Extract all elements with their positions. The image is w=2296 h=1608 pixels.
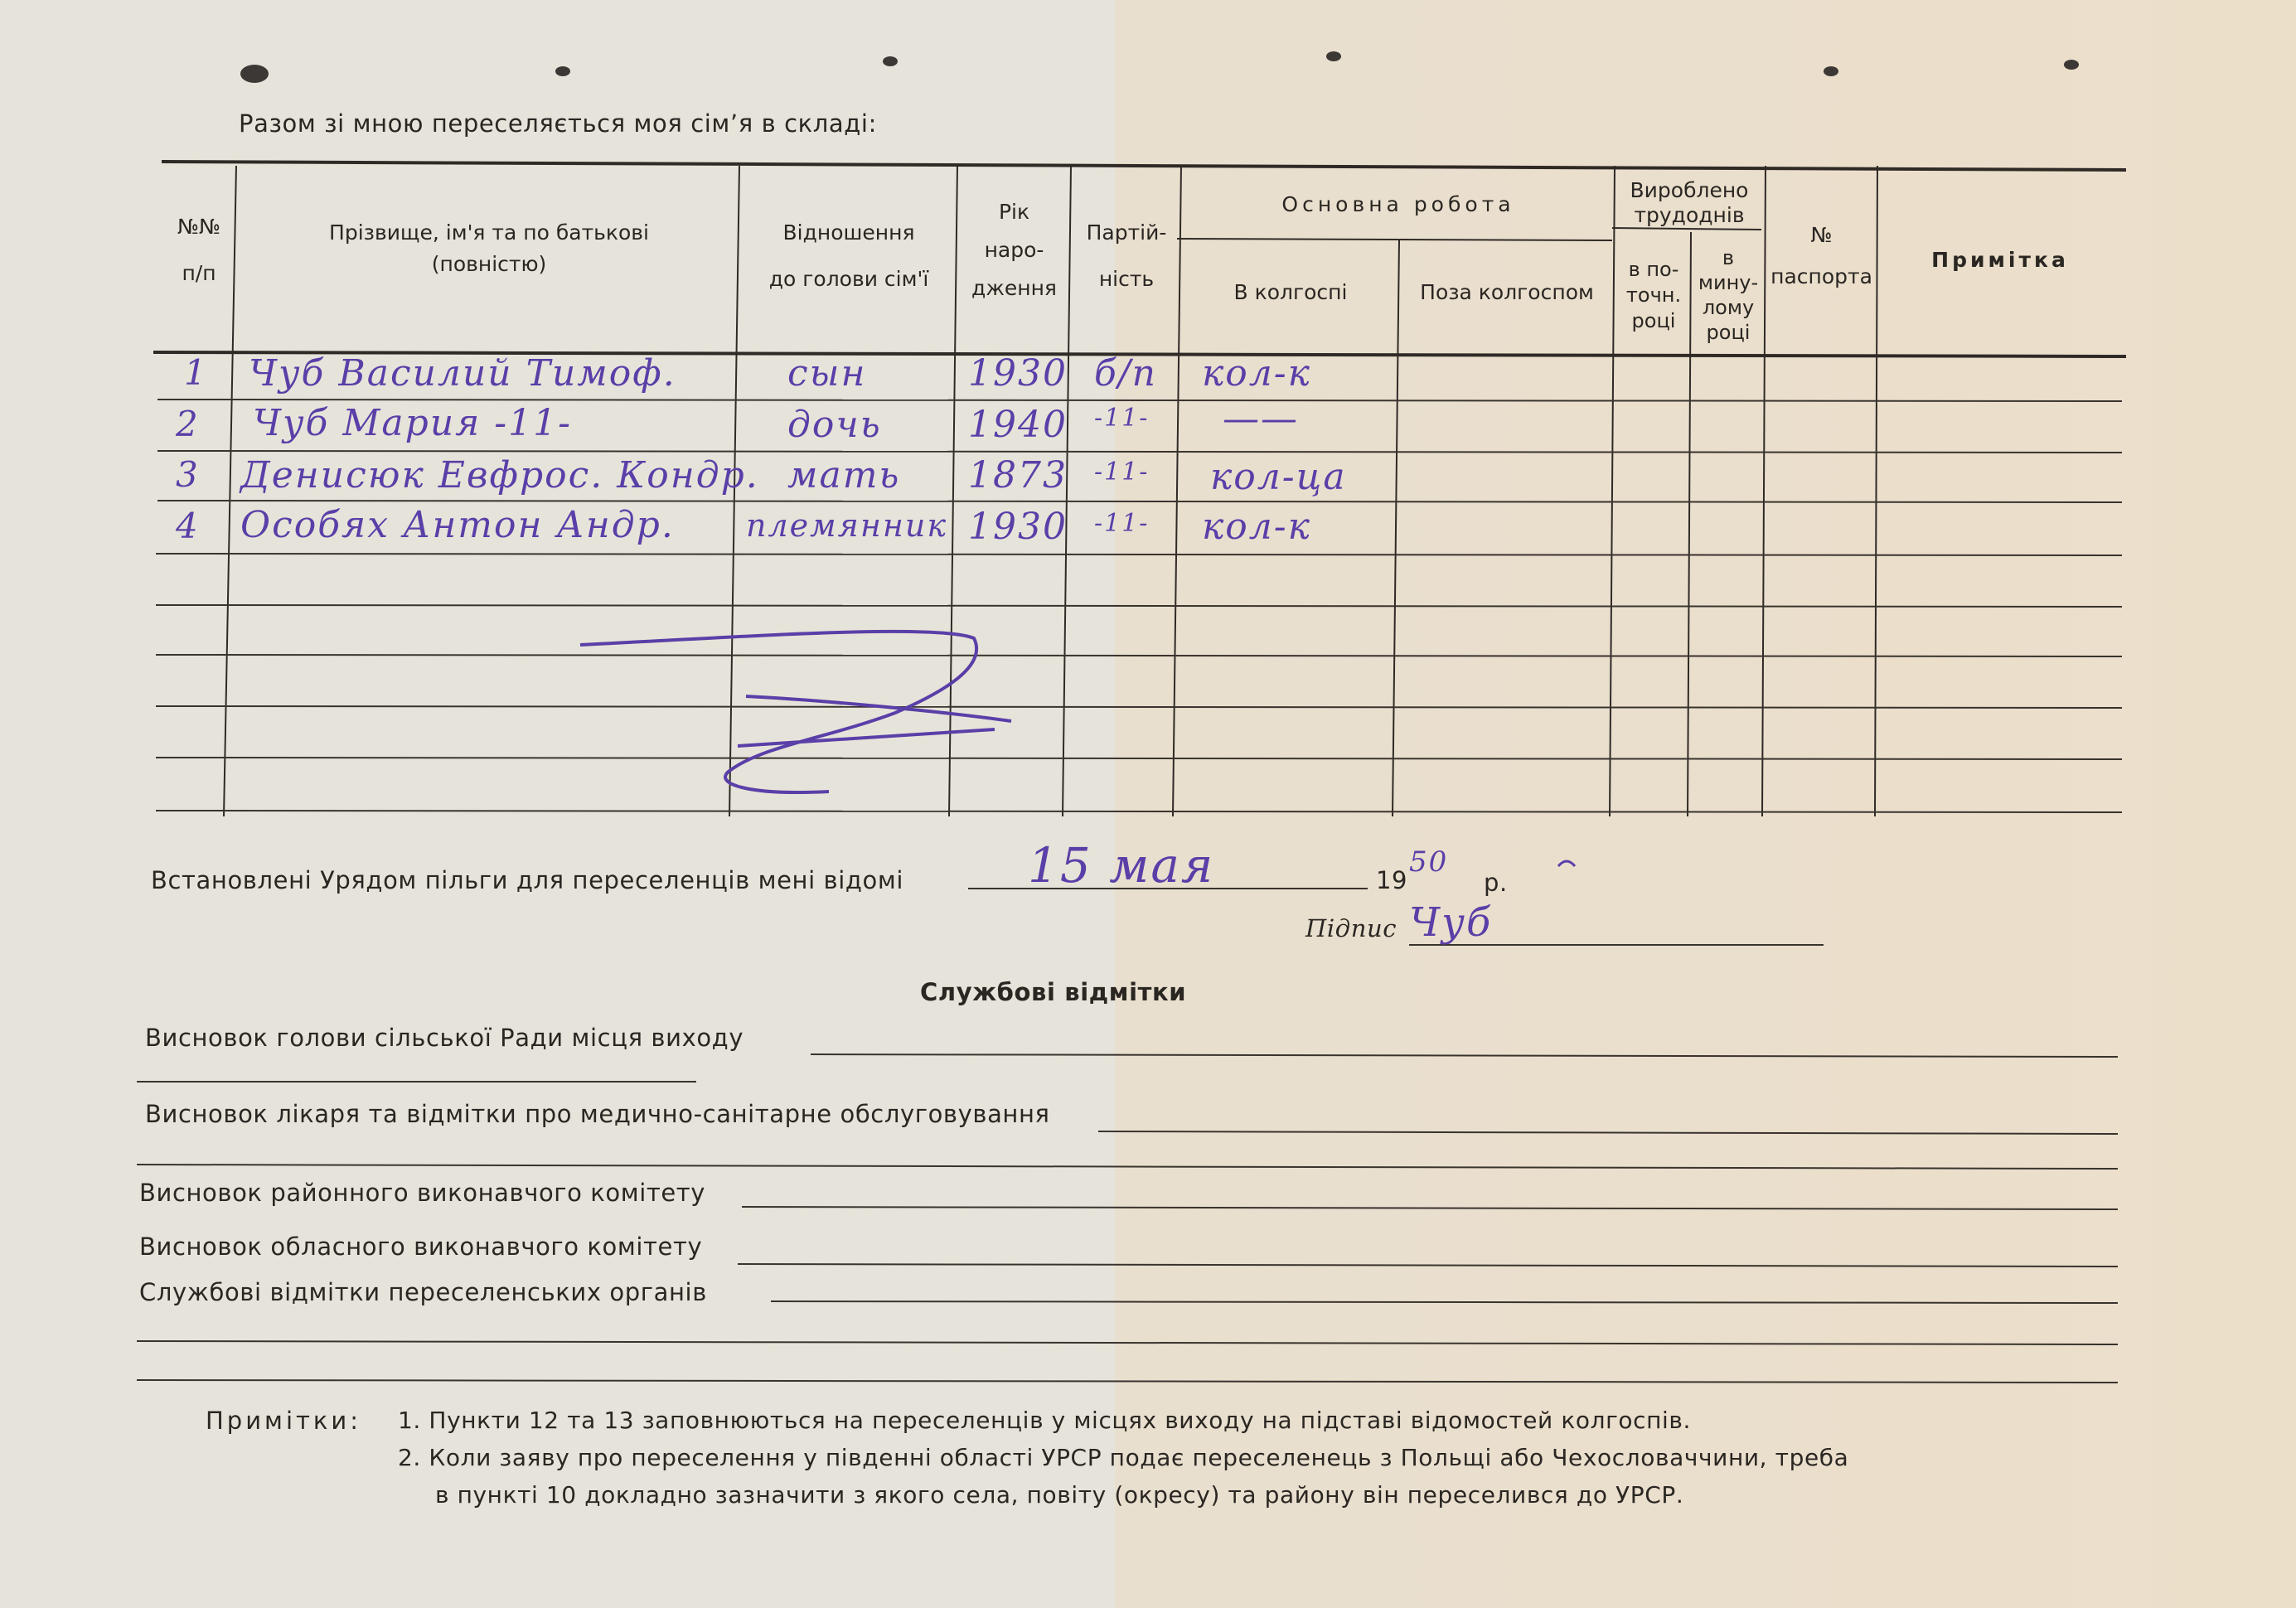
service-line-doctor: Висновок лікаря та відмітки про медично-санітарне обслуговування [145,1100,1050,1128]
row-name: Чуб Мария -11- [253,402,573,444]
row-kolhosp: —— [1223,398,1299,440]
row-birth-year: 1873 [968,454,1068,496]
service-title: Службові відмітки [920,978,1187,1006]
notes-label: Примітки: [206,1407,362,1435]
row-name: Денисюк Евфрос. Кондр. [240,454,759,496]
service-line-oblast: Висновок обласного виконавчого комітету [139,1233,703,1261]
row-relation: дочь [787,404,882,446]
year-suffix: р. [1484,869,1508,897]
row-number: 3 [176,454,198,495]
header-kolhosp: В колгоспі [1233,280,1348,304]
header-party: Партій- ність [1086,220,1167,291]
header-note: Примітка [1931,248,2069,272]
row-kolhosp: кол-к [1202,352,1311,395]
year-handwritten: 50 [1409,845,1449,879]
header-produced: Вироблено трудоднів [1630,178,1749,227]
service-line-district: Висновок районного виконавчого комітету [139,1179,706,1207]
header-passport: № паспорта [1770,223,1872,288]
row-relation: племянник [746,507,948,544]
benefits-text: Встановлені Урядом пільги для переселенців мені відомі [151,866,904,894]
header-past-year: в мину- лому році [1698,246,1759,344]
row-party: -11- [1094,509,1150,538]
row-name: Особях Антон Андр. [240,504,675,546]
row-party: -11- [1094,404,1150,433]
service-line-resettlement: Службові відмітки переселенських органів [139,1278,707,1306]
signature-label: Підпис [1305,914,1397,942]
row-number: 4 [176,506,198,546]
year-prefix: 19 [1376,866,1408,894]
header-relation: Відношення до голови сім'ї [768,220,929,291]
benefits-date: 15 мая [1028,837,1215,894]
header-birth-year: Рік наро- дження [971,200,1057,300]
row-party: -11- [1094,458,1150,487]
row-birth-year: 1930 [968,506,1068,548]
header-number: №№ п/п [177,215,220,285]
row-number: 2 [176,404,198,444]
header-name: Прізвище, ім'я та по батькові (повністю) [329,220,649,276]
row-kolhosp: кол-к [1202,506,1311,548]
service-line-village: Висновок голови сільської Ради місця виходу [145,1024,744,1052]
intro-text: Разом зі мною переселяється моя сім’я в складі: [239,109,877,138]
row-relation: мать [787,454,901,496]
row-name: Чуб Василий Тимоф. [249,352,676,395]
signature: Чуб [1409,899,1493,946]
row-relation: сын [787,352,867,395]
header-current-year: в по- точн. році [1625,258,1682,332]
note-2a: 2. Коли заяву про переселення у південні області УРСР подає переселенець з Польщі або Чехословаччини, треба [398,1444,1849,1471]
row-kolhosp: кол-ца [1210,456,1347,498]
row-number: 1 [184,352,206,393]
note-2b: в пункті 10 докладно зазначити з якого села, повіту (окресу) та району він переселився до УРСР. [435,1481,1684,1509]
header-outside: Поза колгоспом [1420,280,1594,304]
note-1: 1. Пункти 12 та 13 заповнюються на переселенців у місцях виходу на підставі відомостей колгоспів. [398,1407,1692,1434]
header-main-work: Основна робота [1281,192,1515,216]
row-party: б/п [1094,352,1158,395]
row-birth-year: 1930 [968,352,1068,395]
row-birth-year: 1940 [968,404,1068,446]
